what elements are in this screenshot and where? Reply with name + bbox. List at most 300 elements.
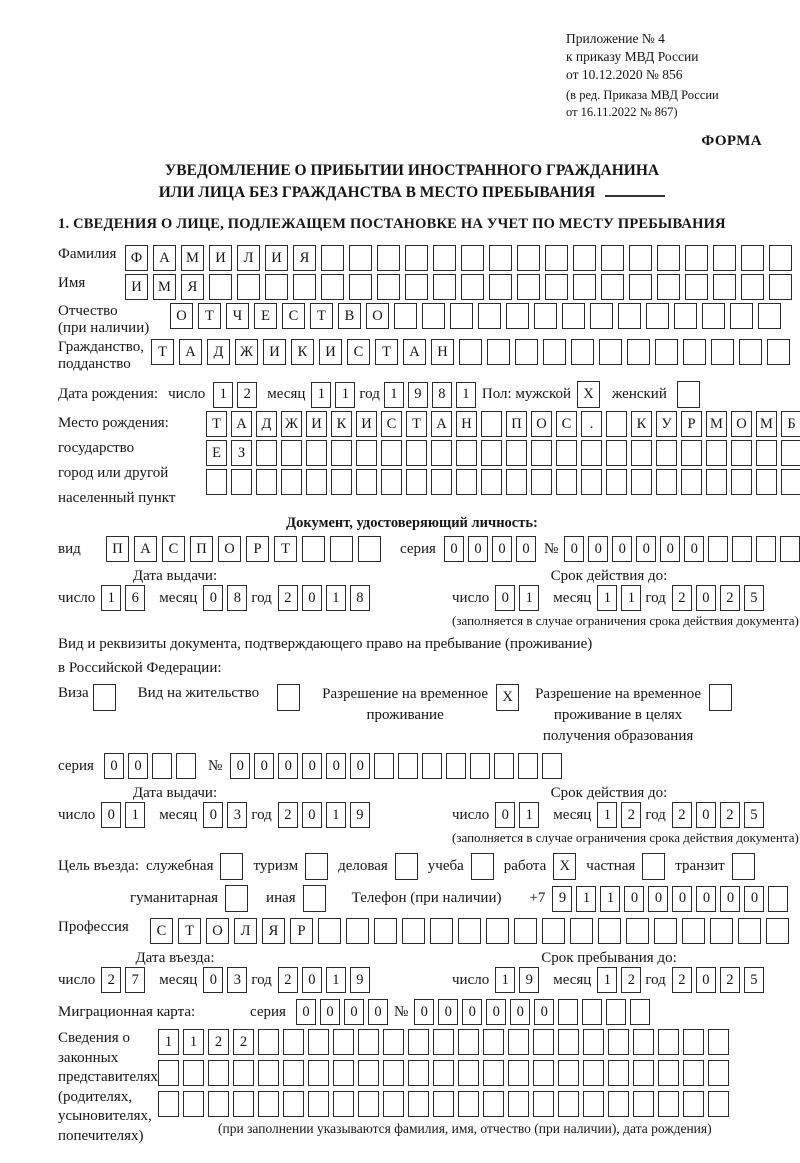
form-cell: 0: [492, 536, 512, 562]
form-cell: [514, 918, 537, 944]
form-cell: 0: [696, 802, 716, 828]
entry-date-heading: Дата въезда:: [135, 950, 215, 966]
edu-permit-label: [535, 684, 701, 747]
surname-row: [58, 245, 766, 271]
form-cell: 0: [696, 585, 716, 611]
form-cell: [318, 918, 341, 944]
form-cell: [422, 753, 442, 779]
purpose-option-work-checkbox: X: [553, 853, 576, 880]
form-cell: [358, 1091, 379, 1117]
form-cell: 6: [125, 585, 145, 611]
appendix-line-3: от 10.12.2020 № 856: [566, 67, 683, 82]
form-cell: [374, 918, 397, 944]
birthplace-cells-row-3: [206, 469, 800, 495]
form-cell: Р: [246, 536, 269, 562]
form-cell: [381, 440, 402, 466]
form-cell: [458, 1091, 479, 1117]
form-cell: 1: [311, 382, 331, 408]
phone-label: Телефон (при наличии): [351, 890, 502, 906]
form-cell: [618, 303, 641, 329]
form-cell: 0: [104, 753, 124, 779]
patronymic-label-line-2: (при наличии): [58, 320, 150, 336]
form-cell: [486, 918, 509, 944]
form-cell: 5: [744, 802, 764, 828]
form-cell: 0: [254, 753, 274, 779]
form-cell: [741, 245, 764, 271]
form-cell: [517, 274, 540, 300]
form-cell: С: [381, 411, 402, 437]
stay-month-cells: [597, 967, 645, 993]
form-cell: И: [319, 339, 342, 365]
form-cell: 2: [278, 802, 298, 828]
form-cell: [606, 411, 627, 437]
form-cell: 7: [125, 967, 145, 993]
form-cell: [405, 274, 428, 300]
form-cell: 0: [564, 536, 584, 562]
residence-doc-dates: [58, 784, 799, 845]
form-cell: 2: [208, 1029, 229, 1055]
form-cell: Ж: [281, 411, 302, 437]
form-cell: [556, 469, 577, 495]
form-cell: [383, 1091, 404, 1117]
form-cell: К: [331, 411, 352, 437]
form-cell: [394, 303, 417, 329]
form-cell: [558, 1091, 579, 1117]
form-cell: И: [263, 339, 286, 365]
representatives-label-line-5: усыновителях,: [58, 1108, 152, 1124]
form-cell: Б: [781, 411, 800, 437]
edu-permit-label-line-1: Разрешение на временное: [535, 686, 702, 702]
form-cell: [256, 469, 277, 495]
stay-day-cells: [495, 967, 543, 993]
form-cell: 0: [203, 585, 223, 611]
doc-series-label: серия: [400, 540, 436, 557]
purpose-option-work-label: работа: [503, 858, 547, 874]
migration-series-label: серия: [250, 1003, 286, 1020]
form-cell: [674, 303, 697, 329]
form-cell: 0: [534, 999, 554, 1025]
form-cell: Ч: [226, 303, 249, 329]
valid-year-label: год: [645, 589, 666, 606]
form-cell: 2: [278, 585, 298, 611]
form-cell: 2: [621, 802, 641, 828]
form-cell: Т: [406, 411, 427, 437]
form-cell: [458, 1060, 479, 1086]
form-cell: 0: [302, 585, 322, 611]
identity-issue-date: [58, 567, 412, 628]
form-cell: [481, 411, 502, 437]
purpose-label: Цель въезда:: [58, 858, 139, 874]
form-cell: [346, 918, 369, 944]
title-blank-line: [605, 185, 665, 197]
form-cell: 0: [495, 585, 515, 611]
form-cell: [176, 753, 196, 779]
residence-doc-intro: [58, 632, 766, 680]
form-cell: 1: [495, 967, 515, 993]
patronymic-label-line-1: Отчество: [58, 303, 118, 319]
profession-row: [58, 918, 766, 944]
form-cell: 1: [600, 886, 620, 912]
form-cell: 0: [468, 536, 488, 562]
form-cell: 2: [720, 585, 740, 611]
residence-series-label: серия: [58, 757, 94, 774]
form-cell: Е: [254, 303, 277, 329]
form-cell: 9: [350, 802, 370, 828]
citizenship-cells: [151, 339, 795, 365]
form-cell: [461, 274, 484, 300]
entry-day-cells: [101, 967, 149, 993]
form-cell: [655, 339, 678, 365]
form-cell: 2: [621, 967, 641, 993]
form-cell: [683, 1091, 704, 1117]
form-cell: [406, 469, 427, 495]
birthplace-label-line-2: государство: [58, 440, 135, 456]
form-cell: [450, 303, 473, 329]
form-cell: 1: [519, 585, 539, 611]
form-cell: [431, 469, 452, 495]
form-cell: 9: [552, 886, 572, 912]
form-cell: Т: [274, 536, 297, 562]
issue-month-label: месяц: [159, 589, 198, 606]
form-cell: [461, 245, 484, 271]
stay-until-date: [412, 949, 766, 993]
residence-valid-heading: Срок действия до:: [550, 785, 668, 801]
temp-permit-label: [322, 684, 488, 726]
form-cell: [258, 1060, 279, 1086]
purpose-option-other-label: иная: [266, 890, 296, 906]
form-cell: [656, 469, 677, 495]
identity-doc-heading: Документ, удостоверяющий личность:: [286, 515, 538, 531]
citizenship-label: [58, 339, 151, 373]
form-cell: 5: [744, 585, 764, 611]
form-cell: [508, 1091, 529, 1117]
form-cell: Ж: [235, 339, 258, 365]
form-cell: 2: [720, 802, 740, 828]
birth-month-cells: [311, 382, 359, 408]
identity-valid-date: [412, 567, 799, 628]
form-cell: 0: [510, 999, 530, 1025]
form-cell: 0: [588, 536, 608, 562]
form-cell: 9: [519, 967, 539, 993]
form-cell: [756, 469, 777, 495]
form-cell: [374, 753, 394, 779]
form-cell: Я: [293, 245, 316, 271]
form-cell: [768, 886, 788, 912]
form-cell: 1: [326, 967, 346, 993]
form-cell: [630, 999, 650, 1025]
migration-card-row: [58, 999, 766, 1025]
form-title-line-2: ИЛИ ЛИЦА БЕЗ ГРАЖДАНСТВА В МЕСТО ПРЕБЫВАНИЯ: [158, 184, 596, 201]
representatives-label: [58, 1029, 158, 1146]
valid-month-label: месяц: [553, 589, 592, 606]
form-cell: [531, 469, 552, 495]
form-cell: 1: [519, 802, 539, 828]
form-cell: [433, 1091, 454, 1117]
form-cell: 0: [636, 536, 656, 562]
form-cell: 1: [183, 1029, 204, 1055]
form-cell: Л: [237, 245, 260, 271]
residence-issue-month-label: месяц: [159, 806, 198, 823]
representatives-label-line-2: законных: [58, 1049, 119, 1066]
form-cell: И: [306, 411, 327, 437]
form-cell: Н: [456, 411, 477, 437]
stay-year-cells: [672, 967, 768, 993]
residence-valid-day-cells: [495, 802, 543, 828]
form-cell: 0: [230, 753, 250, 779]
form-cell: [478, 303, 501, 329]
form-cell: [398, 753, 418, 779]
form-cell: [606, 440, 627, 466]
form-cell: 1: [158, 1029, 179, 1055]
form-cell: [781, 440, 800, 466]
form-cell: [356, 440, 377, 466]
form-cell: [558, 1060, 579, 1086]
form-cell: [767, 339, 790, 365]
form-cell: [683, 1029, 704, 1055]
form-cell: [710, 918, 733, 944]
form-cell: У: [656, 411, 677, 437]
form-cell: [706, 469, 727, 495]
form-cell: 1: [597, 585, 617, 611]
form-cell: 0: [696, 886, 716, 912]
form-cell: [738, 918, 761, 944]
form-cell: 0: [720, 886, 740, 912]
form-cell: [533, 1091, 554, 1117]
representatives-cells-row-3: [158, 1091, 733, 1117]
form-cell: 2: [672, 967, 692, 993]
form-cell: 0: [128, 753, 148, 779]
stay-month-label: месяц: [553, 971, 592, 988]
form-cell: [231, 469, 252, 495]
form-cell: [508, 1060, 529, 1086]
entry-day-label: число: [58, 971, 96, 988]
form-cell: [681, 440, 702, 466]
form-cell: [533, 1060, 554, 1086]
form-cell: 0: [278, 753, 298, 779]
form-cell: 0: [302, 967, 322, 993]
stay-until-heading: Срок пребывания до:: [541, 950, 677, 966]
form-cell: 1: [597, 802, 617, 828]
form-cell: П: [190, 536, 213, 562]
form-cell: [558, 1029, 579, 1055]
form-cell: 1: [101, 585, 121, 611]
visa-checkbox: [93, 684, 116, 711]
form-cell: [331, 440, 352, 466]
form-cell: [459, 339, 482, 365]
form-cell: Т: [310, 303, 333, 329]
profession-label: Профессия: [58, 919, 129, 935]
valid-date-heading: Срок действия до:: [550, 568, 668, 584]
form-cell: [732, 536, 752, 562]
form-cell: 0: [296, 999, 316, 1025]
form-cell: 9: [408, 382, 428, 408]
birthplace-block: [58, 411, 796, 511]
form-cell: [581, 440, 602, 466]
purpose-row-1: [58, 853, 766, 880]
identity-doc-dates: [58, 567, 799, 628]
form-cell: [766, 918, 789, 944]
form-cell: 0: [302, 802, 322, 828]
sex-female-label: женский: [612, 386, 667, 402]
form-cell: 0: [444, 536, 464, 562]
residence-issue-year-cells: [278, 802, 374, 828]
form-cell: [183, 1091, 204, 1117]
form-cell: [333, 1091, 354, 1117]
form-cell: [683, 1060, 704, 1086]
form-cell: [306, 440, 327, 466]
issue-day-cells: [101, 585, 149, 611]
profession-cells: [150, 918, 794, 944]
purpose-option-business-label: деловая: [338, 858, 388, 874]
stay-year-label: год: [645, 971, 666, 988]
form-cell: 0: [414, 999, 434, 1025]
residence-valid-month-cells: [597, 802, 645, 828]
birthplace-cells-row-2: [206, 440, 800, 466]
form-cell: [545, 274, 568, 300]
form-cell: [731, 440, 752, 466]
migration-number-label: №: [393, 1003, 409, 1020]
visa-label: Виза: [58, 685, 89, 701]
name-label: Имя: [58, 275, 86, 291]
form-cell: [377, 245, 400, 271]
form-cell: 0: [462, 999, 482, 1025]
form-cell: [606, 999, 626, 1025]
citizenship-label-line-2: подданство: [58, 356, 131, 372]
purpose-option-study-label: учеба: [427, 858, 464, 874]
purpose-option-study-checkbox: [471, 853, 494, 880]
form-cell: [381, 469, 402, 495]
identity-doc-type-row: [58, 536, 766, 562]
birthplace-label-line-1: Место рождения:: [58, 415, 169, 431]
doc-type-cells: [106, 536, 386, 562]
form-cell: [531, 440, 552, 466]
valid-year-cells: [672, 585, 768, 611]
form-cell: 1: [326, 585, 346, 611]
form-cell: 3: [227, 802, 247, 828]
form-cell: [321, 274, 344, 300]
form-cell: 1: [597, 967, 617, 993]
form-cell: [601, 274, 624, 300]
form-cell: [433, 1060, 454, 1086]
form-cell: 0: [696, 967, 716, 993]
form-cell: [556, 440, 577, 466]
form-cell: [308, 1060, 329, 1086]
form-cell: [713, 245, 736, 271]
form-cell: З: [231, 440, 252, 466]
residence-doc-options: [58, 684, 766, 747]
form-cell: [281, 469, 302, 495]
form-cell: [780, 536, 800, 562]
birth-date-row: [58, 381, 766, 408]
form-cell: Т: [206, 411, 227, 437]
form-cell: [658, 1029, 679, 1055]
form-cell: 0: [203, 967, 223, 993]
form-cell: 2: [672, 802, 692, 828]
form-cell: С: [162, 536, 185, 562]
form-cell: [470, 753, 490, 779]
residence-intro-line-2: в Российской Федерации:: [58, 660, 222, 676]
form-cell: [283, 1091, 304, 1117]
form-cell: 2: [101, 967, 121, 993]
form-cell: [627, 339, 650, 365]
form-cell: [206, 469, 227, 495]
form-cell: 2: [672, 585, 692, 611]
form-cell: О: [731, 411, 752, 437]
form-cell: И: [356, 411, 377, 437]
residence-valid-year-label: год: [645, 806, 666, 823]
form-cell: [608, 1091, 629, 1117]
purpose-option-official-label: служебная: [145, 858, 214, 874]
birth-month-label: месяц: [267, 386, 306, 402]
form-cell: [508, 1029, 529, 1055]
form-cell: [456, 469, 477, 495]
birthplace-cells-row-1: [206, 411, 800, 437]
form-cell: [633, 1060, 654, 1086]
residence-intro-line-1: Вид и реквизиты документа, подтверждающего право на пребывание (проживание): [58, 636, 593, 652]
purpose-row-2: [58, 885, 766, 912]
form-cell: [433, 1029, 454, 1055]
name-row: [58, 274, 766, 300]
form-cell: 0: [344, 999, 364, 1025]
form-cell: 1: [384, 382, 404, 408]
residence-series-cells: [104, 753, 200, 779]
patronymic-row: [58, 303, 766, 337]
residence-number-cells: [230, 753, 566, 779]
birth-year-label: год: [359, 386, 380, 402]
form-cell: [583, 1060, 604, 1086]
form-cell: Ф: [125, 245, 148, 271]
form-cell: Т: [375, 339, 398, 365]
form-cell: 0: [302, 753, 322, 779]
form-cell: [333, 1060, 354, 1086]
form-cell: О: [218, 536, 241, 562]
form-cell: 2: [278, 967, 298, 993]
form-cell: [570, 918, 593, 944]
residence-doc-note: (заполняется в случае ограничения срока действия документа): [452, 830, 799, 845]
form-cell: 1: [335, 382, 355, 408]
form-cell: И: [265, 245, 288, 271]
valid-day-label: число: [452, 589, 490, 606]
residence-valid-date: [412, 784, 799, 845]
form-cell: [306, 469, 327, 495]
form-cell: К: [631, 411, 652, 437]
entry-month-label: месяц: [159, 971, 198, 988]
form-cell: Д: [256, 411, 277, 437]
form-cell: [730, 303, 753, 329]
form-cell: Р: [681, 411, 702, 437]
form-cell: [481, 469, 502, 495]
residence-valid-year-cells: [672, 802, 768, 828]
form-cell: [542, 753, 562, 779]
form-cell: [558, 999, 578, 1025]
entry-year-cells: [278, 967, 374, 993]
form-cell: Е: [206, 440, 227, 466]
form-cell: [256, 440, 277, 466]
form-cell: [562, 303, 585, 329]
form-cell: [158, 1091, 179, 1117]
migration-card-label: Миграционная карта:: [58, 1003, 196, 1020]
form-cell: 8: [432, 382, 452, 408]
form-cell: Р: [290, 918, 313, 944]
form-cell: [533, 1029, 554, 1055]
form-cell: М: [153, 274, 176, 300]
form-cell: [583, 1029, 604, 1055]
form-cell: [741, 274, 764, 300]
form-cell: [258, 1091, 279, 1117]
form-cell: [233, 1091, 254, 1117]
representatives-label-line-4: (родителях,: [58, 1088, 133, 1105]
form-cell: 0: [660, 536, 680, 562]
